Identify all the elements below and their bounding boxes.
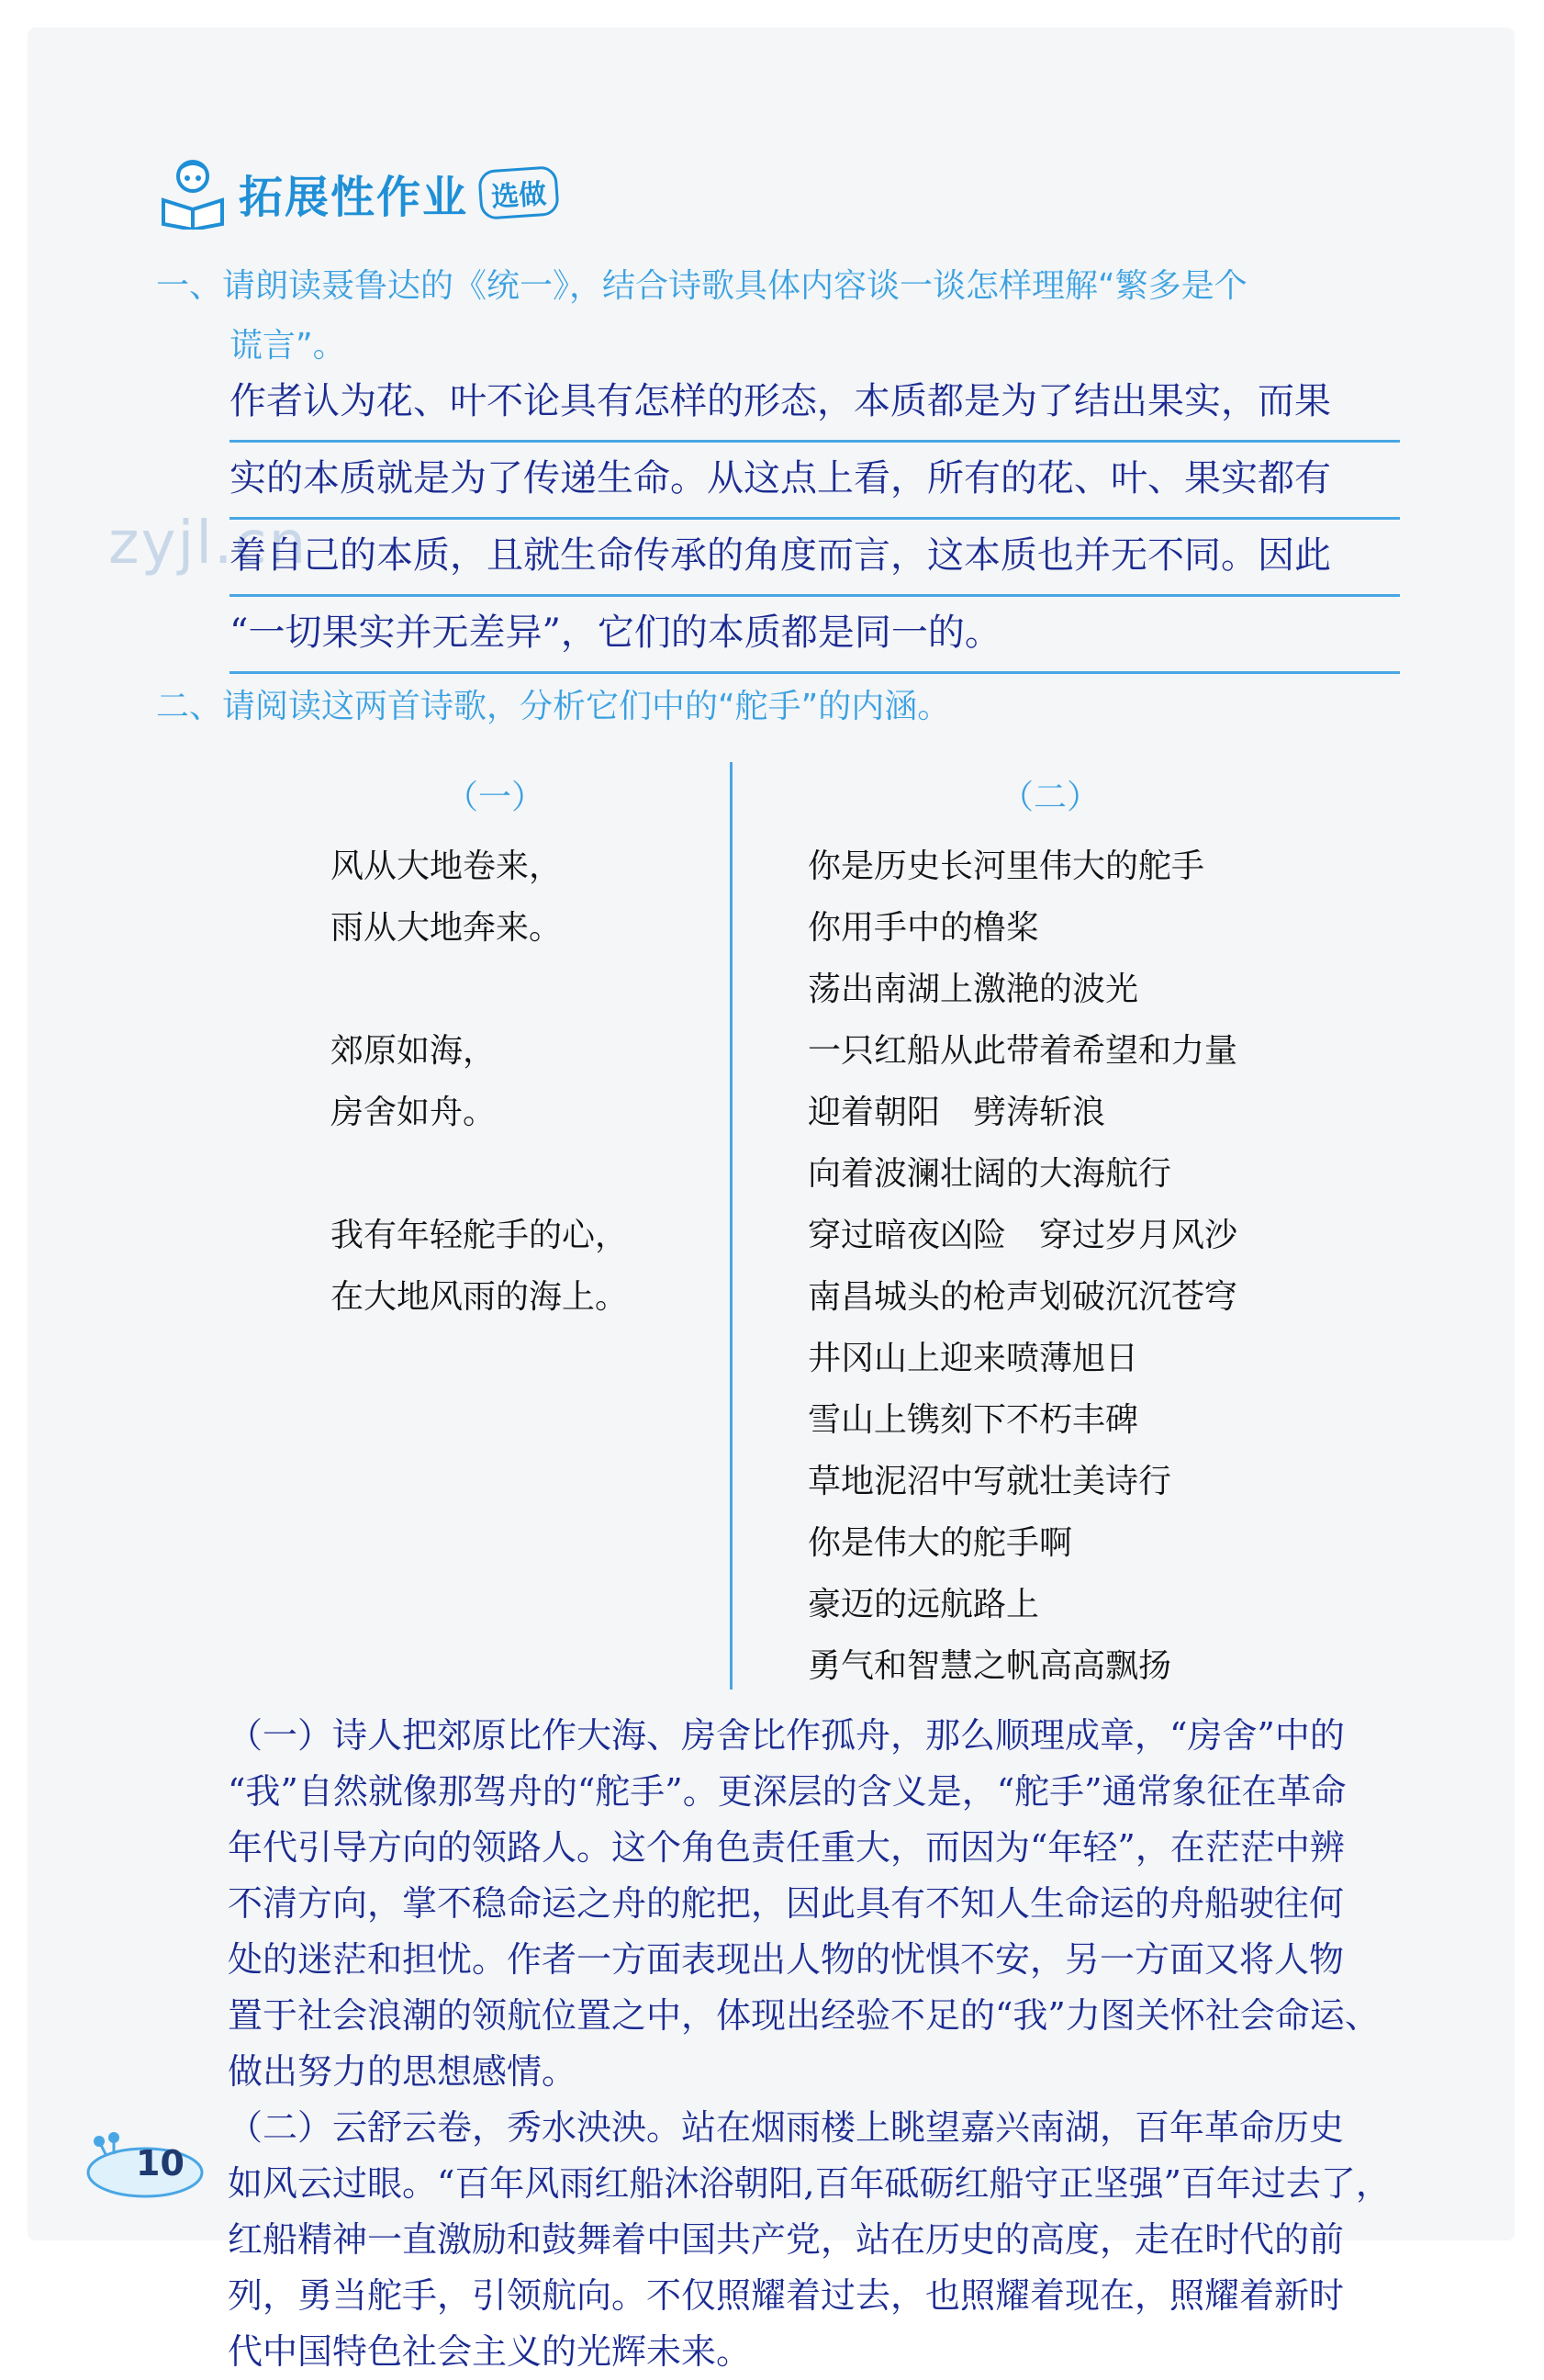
poem-line: 井冈山上迎来喷薄旭日	[808, 1340, 1139, 1377]
poem-line: 在大地风雨的海上。	[330, 1278, 629, 1316]
watermark: zyjl.cn	[108, 510, 308, 578]
question-1-prompt-line-2: 谎言”。	[229, 327, 346, 365]
optional-tag: 选做	[477, 165, 560, 220]
section-header	[156, 156, 558, 230]
commentary-line: 做出努力的思想感情。	[228, 2051, 577, 2092]
commentary-line: （二）云舒云卷，秀水泱泱。站在烟雨楼上眺望嘉兴南湖，百年革命历史	[228, 2107, 1345, 2148]
poem-line: 穿过暗夜凶险 穿过岁月风沙	[808, 1217, 1238, 1254]
answer-line: 实的本质就是为了传递生命。从这点上看，所有的花、叶、果实都有	[229, 440, 1400, 520]
commentary-line: 置于社会浪潮的领航位置之中，体现出经验不足的“我”力图关怀社会命运、	[228, 1995, 1380, 2036]
poem-line: 南昌城头的枪声划破沉沉苍穹	[808, 1278, 1238, 1316]
poem-line: 风从大地卷来，	[330, 848, 563, 885]
poem-line: 荡出南湖上激滟的波光	[808, 971, 1139, 1008]
commentary-line: 不清方向，掌不稳命运之舟的舵把，因此具有不知人生命运的舟船驶往何	[228, 1883, 1345, 1924]
poem-line: 豪迈的远航路上	[808, 1586, 1040, 1623]
poem-line: 你是历史长河里伟大的舵手	[808, 848, 1205, 885]
answer-line: “一切果实并无差异”，它们的本质都是同一的。	[229, 594, 1400, 674]
poem-line: 雪山上镌刻下不朽丰碑	[808, 1401, 1139, 1439]
stanza-gap	[330, 1143, 628, 1205]
poem-line: 我有年轻舵手的心，	[330, 1217, 629, 1254]
question-2-prompt: 二、请阅读这两首诗歌，分析它们中的“舵手”的内涵。	[156, 688, 951, 725]
reading-student-icon	[156, 156, 229, 230]
commentary-line: 列，勇当舵手，引领航向。不仅照耀着过去，也照耀着现在，照耀着新时	[228, 2275, 1345, 2316]
page-number: 10	[136, 2143, 185, 2184]
commentary-line: 红船精神一直激励和鼓舞着中国共产党，站在历史的高度，走在时代的前	[228, 2219, 1345, 2260]
poem-1-body	[330, 836, 628, 1328]
commentary-line: （一）诗人把郊原比作大海、房舍比作孤舟，那么顺理成章，“房舍”中的	[228, 1715, 1345, 1756]
commentary-line: 年代引导方向的领路人。这个角色责任重大，而因为“年轻”，在茫茫中辨	[228, 1827, 1345, 1868]
commentary-line: 如风云过眼。“百年风雨红船沐浴朝阳,百年砥砺红船守正坚强”百年过去了，	[228, 2163, 1391, 2204]
answer-line: 着自己的本质，且就生命传承的角度而言，这本质也并无不同。因此	[229, 517, 1400, 597]
stanza-gap	[330, 959, 628, 1020]
poem-line: 郊原如海，	[330, 1032, 497, 1070]
poem-line: 迎着朝阳 劈涛斩浪	[808, 1094, 1106, 1131]
commentary-line: “我”自然就像那驾舟的“舵手”。更深层的含义是，“舵手”通常象征在革命	[228, 1771, 1347, 1812]
answer-line: 作者认为花、叶不论具有怎样的形态，本质都是为了结出果实，而果	[229, 363, 1400, 443]
poem-line: 你是伟大的舵手啊	[808, 1524, 1073, 1562]
section-title: 拓展性作业	[239, 171, 469, 223]
commentary-part-2	[228, 2100, 1391, 2380]
commentary-part-1	[228, 1708, 1380, 2100]
poem-line: 房舍如舟。	[330, 1094, 497, 1131]
poem-line: 草地泥沼中写就壮美诗行	[808, 1463, 1172, 1500]
poem-line: 向着波澜壮阔的大海航行	[808, 1155, 1172, 1193]
question-1-prompt-line-1: 一、请朗读聂鲁达的《统一》，结合诗歌具体内容谈一谈怎样理解“繁多是个	[156, 267, 1248, 305]
commentary-line: 处的迷茫和担忧。作者一方面表现出人物的忧惧不安，另一方面又将人物	[228, 1939, 1345, 1980]
commentary-line: 代中国特色社会主义的光辉未来。	[228, 2331, 752, 2372]
poem-line: 雨从大地奔来。	[330, 909, 563, 947]
poem-line: 你用手中的橹桨	[808, 909, 1040, 947]
poem-1-heading: （一）	[445, 779, 545, 816]
poem-line: 一只红船从此带着希望和力量	[808, 1032, 1238, 1070]
column-divider	[730, 762, 733, 1690]
poem-line: 勇气和智慧之帆高高飘扬	[808, 1647, 1172, 1685]
poem-2-body	[808, 836, 1237, 1697]
poem-2-heading: （二）	[1001, 779, 1101, 816]
